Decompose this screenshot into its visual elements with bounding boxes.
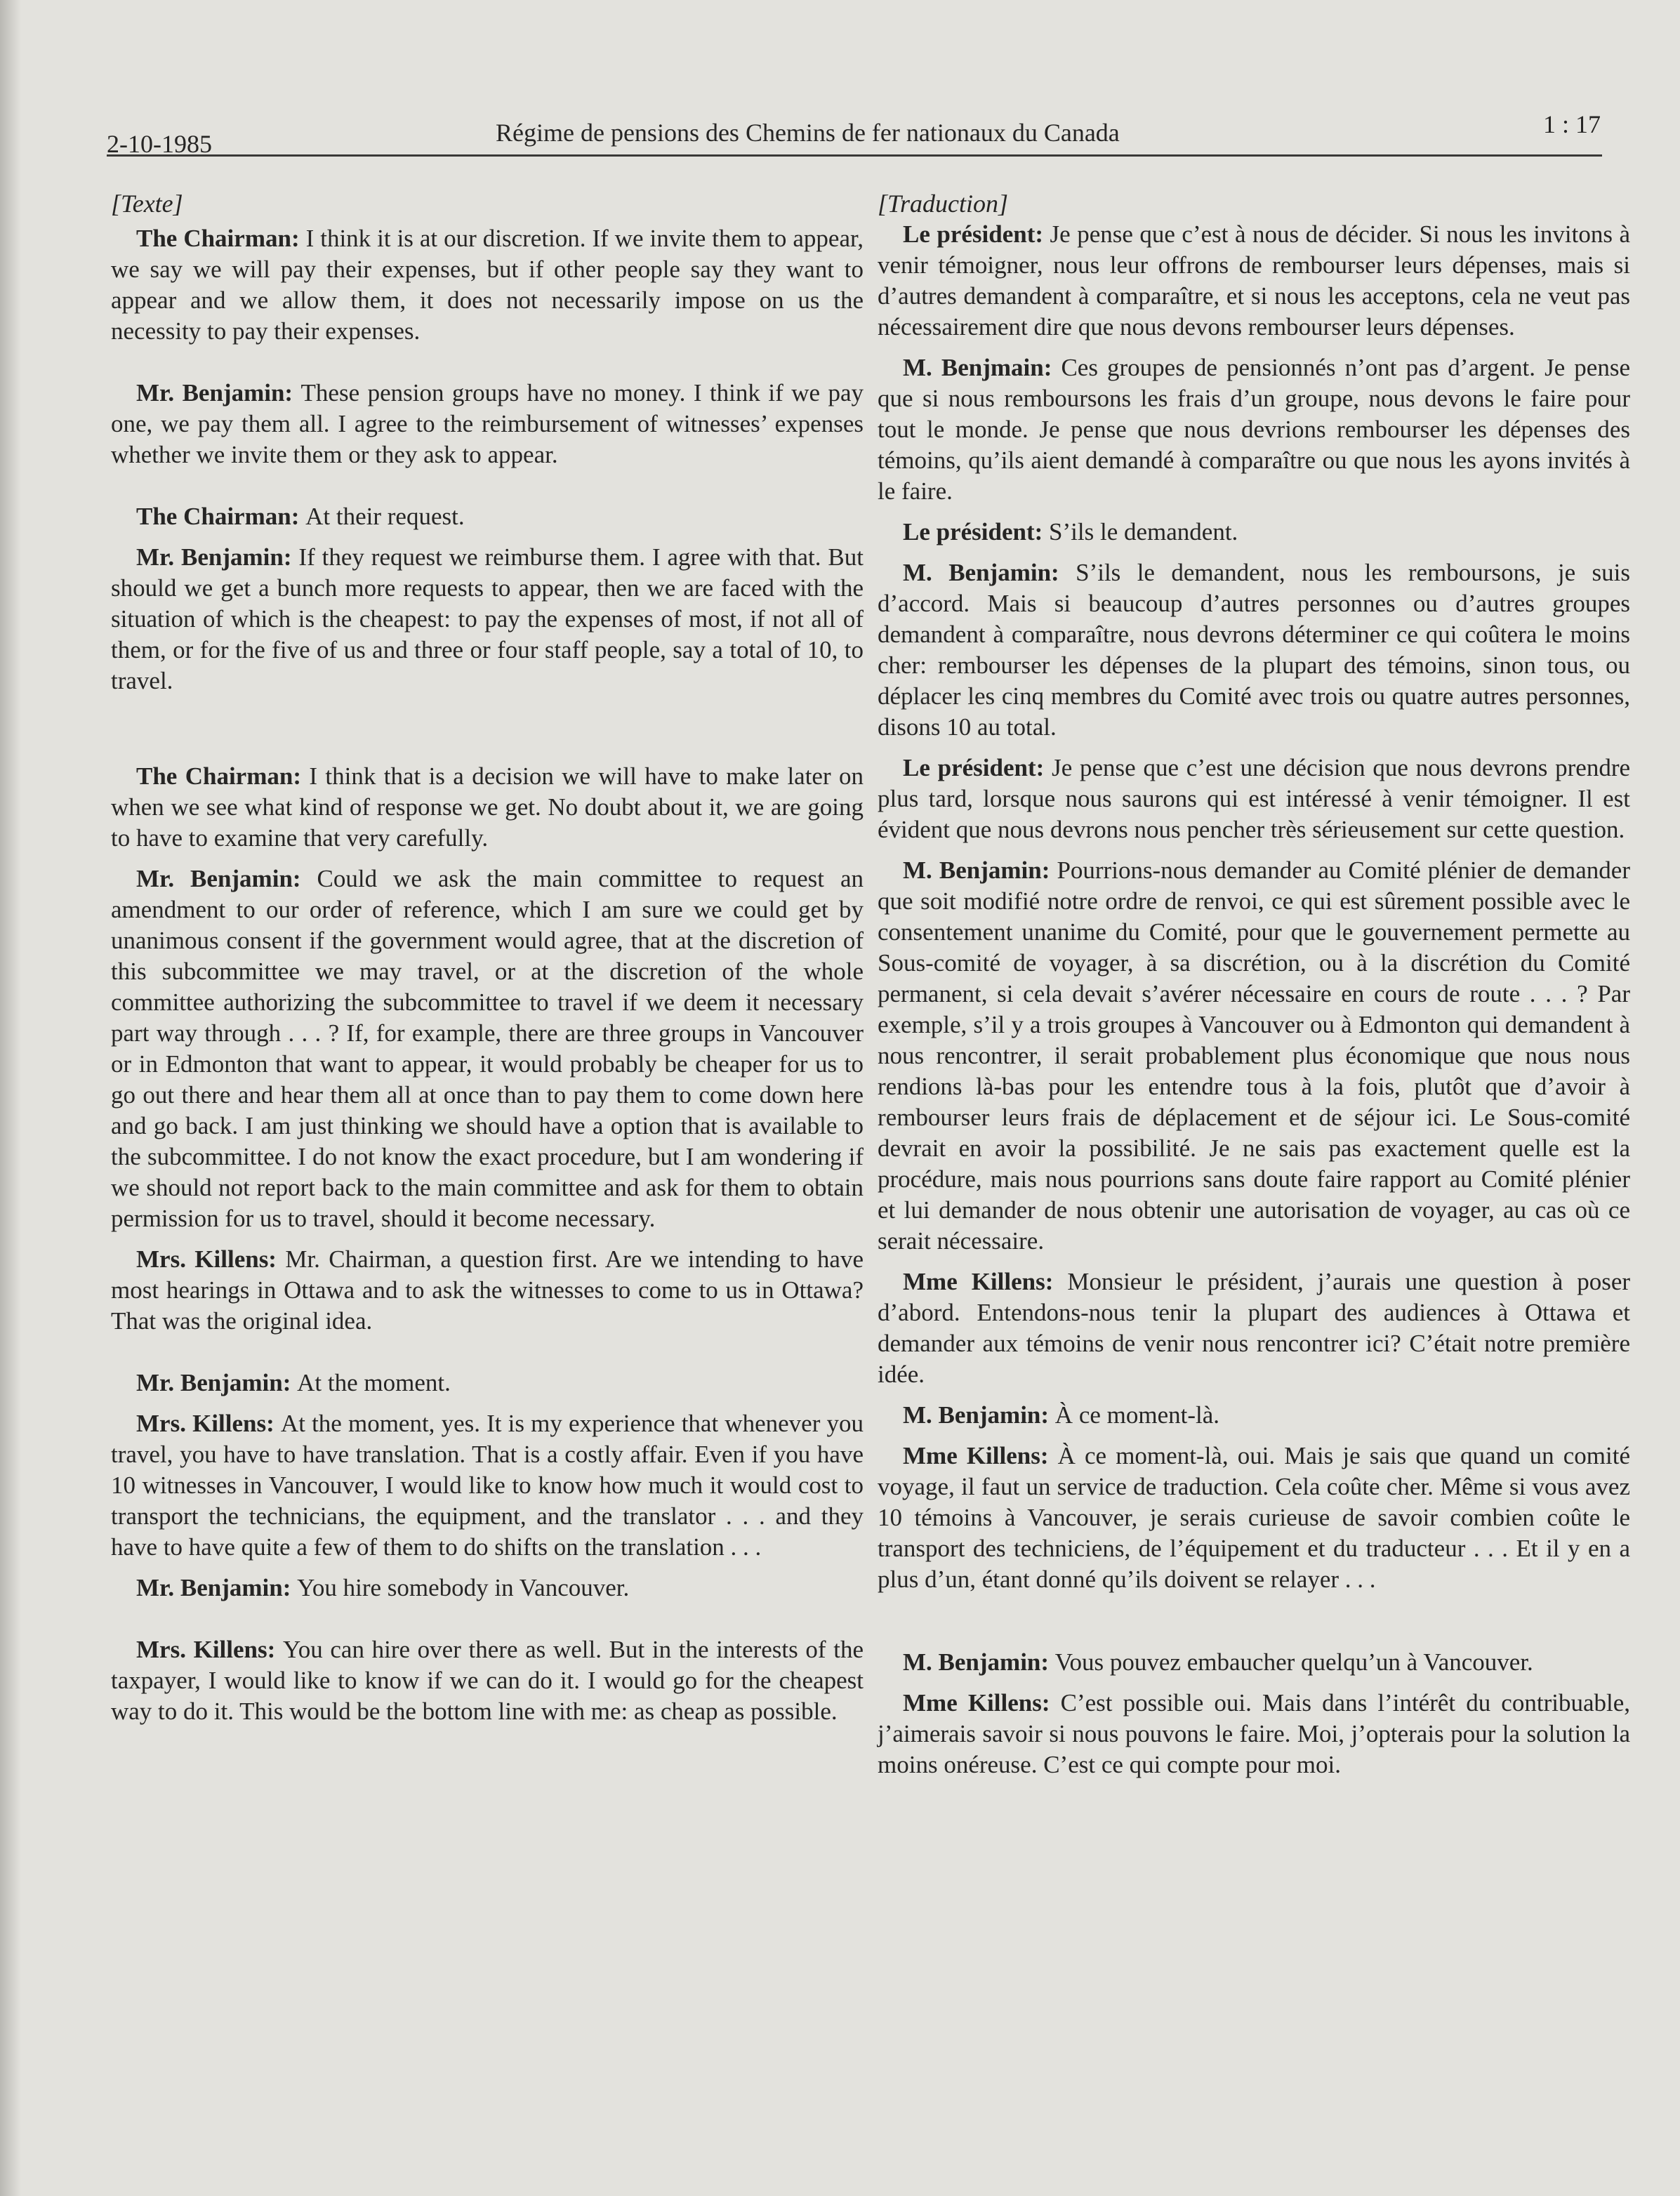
speech-paragraph (878, 1688, 1630, 1780)
speech-paragraph (111, 542, 864, 696)
speech-paragraph (111, 1634, 864, 1727)
speaker-name: The Chairman: (136, 503, 300, 530)
page-edge-shadow (0, 0, 21, 2196)
speech-paragraph (111, 1573, 864, 1603)
speech-text: Pourrions-nous demander au Comité plénier de demander que soit modifié notre ordre de renvoi, ce qui est sûrement possible avec le consentement unanime du Comité, pour que le gouvernement permette au Sous-comité de voyager, à sa discrétion, ou à la discrétion du Comité permanent, si cela devait s’avérer nécessaire en cours de route . . . ? Par exemple, s’il y a trois groupes à Vancouver ou à Edmonton qui demandent à nous rencontrer, il serait probablement plus économique que nous nous rendions là-bas pour les entendre tous à la fois, plutôt que d’avoir à rembourser leurs frais de déplacement et de séjour ici. Le Sous-comité devrait en avoir la possibilité. Je ne sais pas exactement quelle est la procédure, mais nous pourrions sans doute faire rapport au Comité plénier et lui demander de nous obtenir une autorisation de voyager, au cas où ce serait nécessaire. (878, 856, 1630, 1255)
speaker-name: M. Benjamin: (903, 1401, 1050, 1429)
speech-paragraph (111, 864, 864, 1234)
speech-text: At the moment. (297, 1369, 451, 1396)
speaker-name: M. Benjamin: (903, 856, 1050, 884)
speech-text: C’est possible oui. Mais dans l’intérêt du contribuable, j’aimerais savoir si nous pouvons le faire. Moi, j’opterais pour la solution la moins onéreuse. C’est ce qui compte pour moi. (878, 1689, 1630, 1778)
column-tag: [Texte] (111, 190, 183, 218)
speech-paragraph (878, 557, 1630, 743)
speech-text: You can hire over there as well. But in the interests of the taxpayer, I would like to know if we can do it. I would go for the cheapest way to do it. This would be the bottom line with me: as cheap as possible. (111, 1636, 864, 1725)
speech-text: At the moment, yes. It is my experience that whenever you travel, you have to have translation. That is a costly affair. Even if you have 10 witnesses in Vancouver, I would like to know how much it would cost to transport the technicians, the equipment, and the translator . . . and they have to have quite a few of them to do shifts on the translation . . . (111, 1410, 864, 1561)
speaker-name: M. Benjamin: (903, 559, 1059, 586)
speech-text: These pension groups have no money. I think if we pay one, we pay them all. I agree to the reimbursement of witnesses’ expenses whether we invite them or they ask to appear. (111, 379, 864, 468)
speech-paragraph (878, 1400, 1630, 1431)
speech-paragraph (878, 517, 1630, 548)
speaker-name: Mrs. Killens: (136, 1245, 277, 1273)
speech-paragraph (878, 1266, 1630, 1390)
speaker-name: Mme Killens: (903, 1442, 1049, 1469)
english-column (111, 188, 864, 1727)
speech-text: Mr. Chairman, a question first. Are we intending to have most hearings in Ottawa and to ask the witnesses to come to us in Ottawa? That was the original idea. (111, 1245, 864, 1335)
speaker-name: Mme Killens: (903, 1689, 1050, 1717)
speech-text: Vous pouvez embaucher quelqu’un à Vancouver. (1054, 1648, 1533, 1676)
speech-text: Could we ask the main committee to request an amendment to our order of reference, which I am sure we could get by unanimous consent if the government would agree, that at the discretion of this subcommittee we may travel, or at the discretion of the whole committee authorizing the subcommittee to travel if we deem it necessary part way through . . . ? If, for example, there are three groups in Vancouver or in Edmonton that want to appear, it would probably be cheaper for us to go out there and hear them all at once than to pay them to come down here and go back. I am just thinking we should have a option that is available to the subcommittee. I do not know the exact procedure, but I am wondering if we should not report back to the main committee and ask for them to obtain permission for us to travel, should it become necessary. (111, 865, 864, 1232)
speech-text: Je pense que c’est une décision que nous devrons prendre plus tard, lorsque nous saurons qui est intéressé à venir témoigner. Il est évident que nous devrons nous pencher très sérieusement sur cette question. (878, 754, 1631, 843)
speech-paragraph (111, 1368, 864, 1398)
speaker-name: Mr. Benjamin: (136, 1369, 291, 1396)
speech-paragraph (878, 219, 1630, 343)
speech-paragraph (111, 1408, 864, 1563)
speech-paragraph (111, 378, 864, 470)
speech-text: At their request. (305, 503, 465, 530)
speech-text: I think that is a decision we will have to make later on when we see what kind of response we get. No doubt about it, we are going to have to examine that very carefully. (111, 762, 864, 852)
header-date: 2-10-1985 (107, 130, 212, 158)
speaker-name: M. Benjmain: (903, 354, 1052, 381)
header-page-number: 1 : 17 (1542, 110, 1601, 138)
speaker-name: The Chairman: (136, 225, 300, 252)
speech-text: You hire somebody in Vancouver. (297, 1574, 630, 1601)
speaker-name: Le président: (903, 220, 1044, 248)
speech-paragraph (111, 1244, 864, 1337)
speech-paragraph (878, 753, 1630, 845)
speech-text: Je pense que c’est à nous de décider. Si nous les invitons à venir témoigner, nous leur offrons de rembourser leurs dépenses, mais si d’autres demandent à comparaître, et si nous les acceptons, cela ne veut pas nécessairement dire que nous devons rembourser leurs dépenses. (878, 220, 1630, 340)
speech-paragraph (111, 223, 864, 347)
header-title: Régime de pensions des Chemins de fer nationaux du Canada (496, 119, 1120, 147)
speaker-name: M. Benjamin: (903, 1648, 1050, 1676)
speech-paragraph (878, 1647, 1630, 1678)
running-header (107, 112, 1602, 157)
speech-paragraph (878, 1441, 1630, 1595)
speaker-name: The Chairman: (136, 762, 301, 790)
speaker-name: Mme Killens: (903, 1268, 1054, 1295)
speaker-name: Le président: (903, 754, 1045, 781)
speech-text: If they request we reimburse them. I agree with that. But should we get a bunch more requests to appear, then we are faced with the situation of which is the cheapest: to pay the expenses of most, if not all of them, or for the five of us and three or four staff people, say a total of 10, to travel. (111, 543, 864, 694)
speaker-name: Mrs. Killens: (136, 1636, 276, 1663)
speech-text: À ce moment-là. (1054, 1401, 1220, 1429)
speaker-name: Mr. Benjamin: (136, 379, 293, 406)
speech-text: Ces groupes de pensionnés n’ont pas d’argent. Je pense que si nous remboursons les frais d’un groupe, nous devons le faire pour tout le monde. Je pense que nous devrions rembourser les dépenses des témoins, qu’ils aient demandé à comparaître ou que nous les ayons invités à le faire. (878, 354, 1630, 505)
speech-text: S’ils le demandent, nous les remboursons, je suis d’accord. Mais si beaucoup d’autres personnes ou d’autres groupes demandent à comparaître, nous devrons déterminer ce qui coûtera le moins cher: rembourser les dépenses de la plupart des témoins, sinon tous, ou déplacer les cinq membres du Comité avec trois ou quatre autres personnes, disons 10 au total. (878, 559, 1630, 741)
speech-text: À ce moment-là, oui. Mais je sais que quand un comité voyage, il faut un service de traduction. Cela coûte cher. Même si vous avez 10 témoins à Vancouver, je serais curieuse de savoir combien coûte le transport des techniciens, de l’équipement et du traducteur . . . Et il y en a plus d’un, étant donné qu’ils doivent se relayer . . . (878, 1442, 1631, 1593)
speaker-name: Mrs. Killens: (136, 1410, 275, 1437)
speech-text: I think it is at our discretion. If we invite them to appear, we say we will pay their expenses, but if other people say they want to appear and we allow them, it does not necessarily impose on us the necessity to pay their expenses. (111, 225, 864, 345)
french-column (878, 188, 1630, 1780)
speech-paragraph (878, 855, 1630, 1257)
speaker-name: Mr. Benjamin: (136, 1574, 291, 1601)
column-tag: [Traduction] (878, 190, 1009, 218)
speaker-name: Mr. Benjamin: (136, 543, 292, 571)
speech-paragraph (878, 352, 1630, 507)
speech-text: Monsieur le président, j’aurais une question à poser d’abord. Entendons-nous tenir la plupart des audiences à Ottawa et demander aux témoins de venir nous rencontrer ici? C’était notre première idée. (878, 1268, 1631, 1388)
speaker-name: Le président: (903, 518, 1043, 545)
speech-text: S’ils le demandent. (1049, 518, 1238, 545)
speech-paragraph (111, 501, 864, 532)
speech-paragraph (111, 761, 864, 854)
speaker-name: Mr. Benjamin: (136, 865, 301, 892)
